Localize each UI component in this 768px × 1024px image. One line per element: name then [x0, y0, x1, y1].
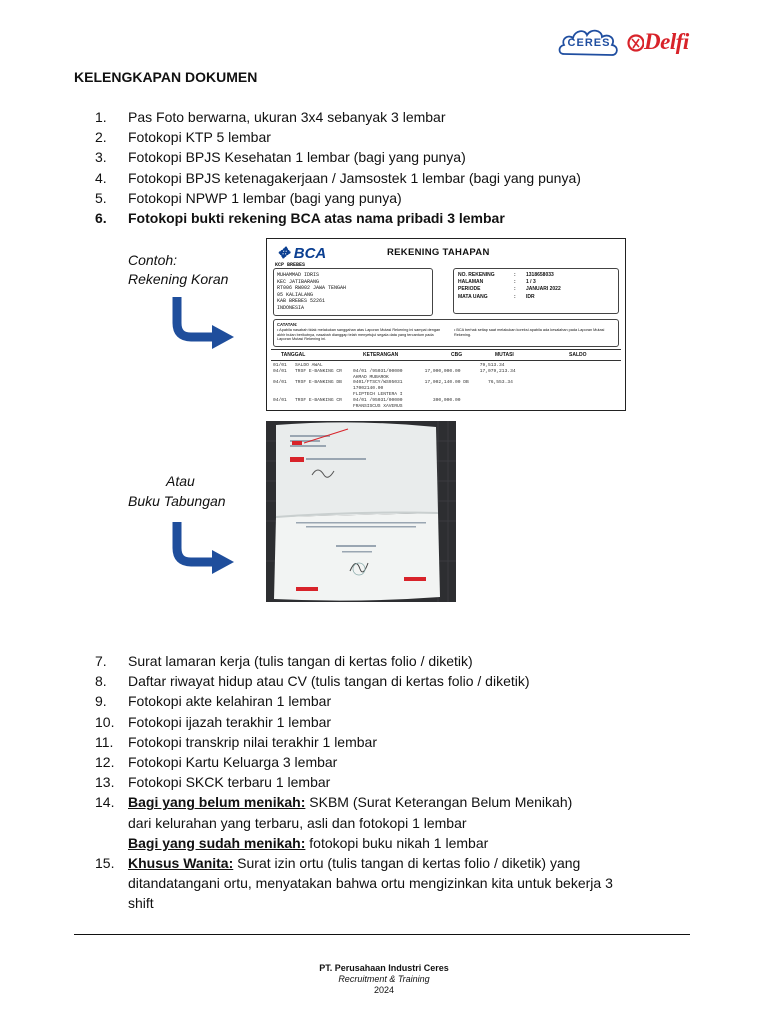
women-text-continued: ditandatangani ortu, menyatakan bahwa ortu mengizinkan kita untuk bekerja 3	[128, 875, 613, 892]
list-item-women	[95, 853, 613, 914]
statement-table-header	[271, 349, 621, 361]
info-value: IDR	[526, 293, 535, 300]
info-value: JANUARI 2022	[526, 286, 561, 293]
catatan-left: • Apabila nasabah tidak melakukan sanggahan atas Laporan Mutasi Rekening ini sampai dengan akhir bulan berikutnya, nasabah dianggap telah menyetujui segala data yang tercantum pada Laporan Mutasi Rekening ini.	[277, 328, 441, 341]
item-text: Fotokopi transkrip nilai terakhir 1 lembar	[128, 733, 377, 750]
married-text: fotokopi buku nikah 1 lembar	[305, 834, 489, 851]
rekening-koran-label: Rekening Koran	[128, 271, 229, 287]
single-text-continued: dari kelurahan yang terbaru, asli dan fotokopi 1 lembar	[128, 814, 467, 831]
column-header: MUTASI	[495, 352, 514, 358]
list-item	[95, 752, 613, 772]
statement-title: REKENING TAHAPAN	[387, 247, 490, 258]
info-label: MATA UANG	[458, 293, 488, 300]
info-labels	[458, 272, 495, 301]
document-list-bottom	[95, 651, 613, 914]
women-label: Khusus Wanita:	[128, 855, 234, 872]
info-colons: : : : :	[514, 272, 516, 300]
item-number: 5.	[95, 189, 107, 206]
footer-divider	[74, 934, 690, 935]
catatan-right: • BCA berhak setiap saat melakukan koreksi apabila ada kesalahan pada Laporan Mutasi Rekening.	[454, 328, 605, 337]
document-list-top	[95, 107, 581, 228]
catatan-title: CATATAN:	[277, 322, 298, 327]
item-text: Fotokopi BPJS Kesehatan 1 lembar (bagi yang punya)	[128, 149, 466, 166]
item-number: 6.	[95, 210, 107, 227]
info-label: HALAMAN	[458, 279, 484, 286]
catatan-box	[273, 319, 619, 347]
list-item	[95, 147, 581, 167]
list-item-marital	[95, 792, 613, 853]
item-text: Fotokopi NPWP 1 lembar (bagi yang punya)	[128, 189, 402, 206]
item-text: Surat lamaran kerja (tulis tangan di kertas folio / diketik)	[128, 653, 473, 669]
ceres-logo-text: CERES	[567, 37, 611, 49]
list-item	[95, 691, 613, 711]
list-item	[95, 772, 613, 792]
list-item	[95, 168, 581, 188]
footer-department: Recruitment & Training	[338, 974, 430, 984]
footer-company: PT. Perusahaan Industri Ceres	[319, 963, 449, 973]
customer-box	[273, 268, 433, 316]
list-item	[95, 671, 613, 691]
women-text: Surat izin ortu (tulis tangan di kertas folio / diketik) yang	[233, 855, 581, 872]
customer-address: MUHAMMAD IDRIS KEC JATIBARANG RT006 RW002 JAWA TENGAH 05 KALIALANG KAB BREBES 52261 INDONESIA	[277, 272, 347, 311]
arrow-right-icon	[170, 520, 236, 576]
item-text: Fotokopi Kartu Keluarga 3 lembar	[128, 754, 338, 771]
list-item	[95, 732, 613, 752]
account-info-box	[453, 268, 619, 314]
passbook-image	[266, 421, 456, 602]
item-text: Daftar riwayat hidup atau CV (tulis tangan di kertas folio / diketik)	[128, 673, 530, 690]
footer-year: 2024	[373, 985, 395, 995]
item-number: 1.	[95, 109, 107, 125]
info-label: PERIODE	[458, 286, 481, 293]
item-number: 13.	[95, 774, 115, 791]
item-number: 12.	[95, 754, 115, 771]
page-title: KELENGKAPAN DOKUMEN	[74, 69, 258, 85]
list-item	[95, 127, 581, 147]
bca-logo-text: BCA	[293, 245, 327, 262]
column-header: SALDO	[569, 352, 587, 358]
item-number: 9.	[95, 693, 107, 710]
item-number: 2.	[95, 129, 107, 146]
item-number: 8.	[95, 673, 107, 690]
item-number: 15.	[95, 855, 115, 872]
single-text: SKBM (Surat Keterangan Belum Menikah)	[305, 794, 573, 811]
info-value: 1318658033	[526, 272, 554, 278]
item-number: 11.	[95, 733, 114, 750]
contoh-label: Contoh:	[128, 252, 178, 268]
info-value: 1 / 3	[526, 279, 536, 286]
brand-logos	[556, 24, 724, 64]
rekening-koran-sample	[266, 238, 626, 411]
married-label: Bagi yang sudah menikah:	[128, 834, 306, 851]
ceres-logo	[556, 24, 622, 64]
item-number: 14.	[95, 794, 115, 811]
column-header: CBG	[451, 352, 463, 358]
item-text: Fotokopi ijazah terakhir 1 lembar	[128, 713, 332, 730]
item-number: 3.	[95, 149, 107, 166]
item-text: Fotokopi SKCK terbaru 1 lembar	[128, 774, 331, 791]
buku-tabungan-label: Buku Tabungan	[128, 493, 226, 509]
item-number: 4.	[95, 169, 107, 186]
item-text: Fotokopi BPJS ketenagakerjaan / Jamsostek 1 lembar (bagi yang punya)	[128, 169, 581, 186]
delfi-logo-text: Delfi	[644, 29, 689, 54]
statement-rows: 01/01 SALDO AWAL 79,513.34 04/01 TRSF E-BANKING CR 04/01 /95031/00000 17,000,000.00 17,079,213.34 AHMAD MUBAROK 04/01 TRSF E-BANKING DB 0401/FTSCY/WS95031 17,002,140.00 DB 76,553.34 17002140.00 FLIPTECH LENTERA I 04/01 TRSF E-BANKING CR 04/01 /95031/00000 300,000.00 FRANSISCUS XAVERUS	[273, 363, 516, 409]
list-item	[95, 651, 613, 671]
buku-tabungan-photo	[266, 421, 456, 602]
list-item	[95, 188, 581, 208]
item-number: 10.	[95, 713, 115, 730]
women-text-end: shift	[128, 895, 154, 912]
list-item	[95, 107, 581, 127]
statement-branch: KCP BREBES	[275, 262, 306, 268]
item-text: Pas Foto berwarna, ukuran 3x4 sebanyak 3 lembar	[128, 109, 446, 125]
info-values	[526, 272, 561, 301]
item-text: Fotokopi akte kelahiran 1 lembar	[128, 693, 332, 710]
column-header: KETERANGAN	[363, 352, 399, 358]
item-text: Fotokopi KTP 5 lembar	[128, 129, 271, 146]
atau-label: Atau	[166, 473, 195, 489]
single-label: Bagi yang belum menikah:	[128, 794, 306, 811]
column-header: TANGGAL	[281, 352, 306, 358]
arrow-right-icon	[170, 295, 236, 351]
item-number: 7.	[95, 653, 107, 669]
list-item	[95, 712, 613, 732]
info-label: NO. REKENING	[458, 272, 495, 278]
bca-logo: ✥ BCA	[277, 245, 327, 262]
list-item-highlighted	[95, 208, 581, 228]
item-text: Fotokopi bukti rekening BCA atas nama pribadi 3 lembar	[128, 210, 505, 227]
